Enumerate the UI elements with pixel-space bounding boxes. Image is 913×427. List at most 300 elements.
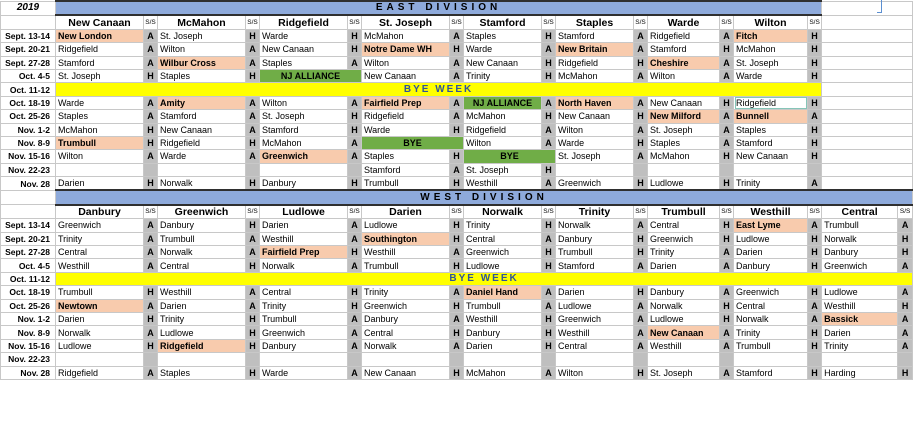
home-away-cell[interactable]: H bbox=[348, 299, 362, 312]
east-team-header[interactable]: Warde bbox=[648, 15, 720, 29]
opponent-cell[interactable]: Trumbull bbox=[362, 259, 450, 272]
home-away-cell[interactable]: A bbox=[720, 286, 734, 299]
home-away-cell[interactable]: H bbox=[542, 339, 556, 352]
west-team-header[interactable]: Ludlowe bbox=[260, 205, 348, 219]
opponent-cell[interactable]: Westhill bbox=[158, 286, 246, 299]
opponent-cell[interactable]: New Canaan bbox=[260, 43, 348, 56]
date-cell[interactable]: Nov. 22-23 bbox=[1, 353, 56, 366]
home-away-cell[interactable]: H bbox=[634, 177, 648, 191]
opponent-cell[interactable]: Greenwich bbox=[556, 312, 634, 325]
opponent-cell[interactable]: New Canaan bbox=[648, 96, 720, 109]
opponent-cell[interactable]: Trumbull bbox=[158, 232, 246, 245]
home-away-cell[interactable]: A bbox=[144, 299, 158, 312]
opponent-cell[interactable]: Stamford bbox=[648, 43, 720, 56]
opponent-cell[interactable]: Central bbox=[556, 339, 634, 352]
opponent-cell[interactable]: Darien bbox=[822, 326, 898, 339]
home-away-cell[interactable]: H bbox=[450, 326, 464, 339]
opponent-cell[interactable]: Warde bbox=[362, 123, 450, 136]
home-away-cell[interactable]: A bbox=[634, 69, 648, 82]
home-away-cell[interactable]: A bbox=[542, 136, 556, 149]
opponent-cell[interactable]: Cheshire bbox=[648, 56, 720, 69]
home-away-cell[interactable]: H bbox=[808, 29, 822, 42]
empty-cell[interactable] bbox=[822, 69, 913, 82]
opponent-cell[interactable]: Darien bbox=[158, 299, 246, 312]
ss-header[interactable]: S/S bbox=[634, 205, 648, 219]
home-away-cell[interactable]: H bbox=[144, 286, 158, 299]
ss-header[interactable]: S/S bbox=[542, 205, 556, 219]
opponent-cell[interactable]: Trinity bbox=[464, 69, 542, 82]
home-away-cell[interactable]: H bbox=[808, 123, 822, 136]
opponent-cell[interactable]: Stamford bbox=[260, 123, 348, 136]
opponent-cell[interactable]: Ridgefield bbox=[56, 366, 144, 379]
opponent-cell[interactable]: Warde bbox=[464, 43, 542, 56]
opponent-cell[interactable]: Westhill bbox=[260, 232, 348, 245]
home-away-cell[interactable]: A bbox=[348, 56, 362, 69]
opponent-cell[interactable]: New London bbox=[56, 29, 144, 42]
home-away-cell[interactable]: A bbox=[898, 312, 913, 325]
home-away-cell[interactable]: A bbox=[246, 110, 260, 123]
opponent-cell[interactable] bbox=[260, 353, 348, 366]
opponent-cell[interactable]: Trinity bbox=[158, 312, 246, 325]
opponent-cell[interactable]: St. Joseph bbox=[556, 150, 634, 163]
opponent-cell[interactable] bbox=[362, 353, 450, 366]
opponent-cell[interactable]: Fairfield Prep bbox=[260, 246, 348, 259]
date-cell[interactable]: Oct. 4-5 bbox=[1, 69, 56, 82]
opponent-cell[interactable]: Trumbull bbox=[56, 136, 144, 149]
opponent-cell[interactable] bbox=[556, 163, 634, 176]
home-away-cell[interactable]: H bbox=[720, 43, 734, 56]
home-away-cell[interactable]: A bbox=[348, 96, 362, 109]
home-away-cell[interactable]: A bbox=[542, 286, 556, 299]
home-away-cell[interactable]: A bbox=[634, 123, 648, 136]
home-away-cell[interactable]: H bbox=[144, 136, 158, 149]
home-away-cell[interactable]: H bbox=[246, 136, 260, 149]
date-cell[interactable]: Oct. 18-19 bbox=[1, 96, 56, 109]
ss-header[interactable]: S/S bbox=[144, 205, 158, 219]
home-away-cell[interactable]: H bbox=[542, 312, 556, 325]
opponent-cell[interactable]: Trinity bbox=[648, 246, 720, 259]
home-away-cell[interactable]: A bbox=[450, 312, 464, 325]
home-away-cell[interactable]: A bbox=[450, 339, 464, 352]
year-cell[interactable]: 2019 bbox=[1, 1, 56, 15]
home-away-cell[interactable]: A bbox=[898, 339, 913, 352]
west-division-title[interactable]: WEST DIVISION bbox=[56, 190, 913, 204]
opponent-cell[interactable]: Warde bbox=[56, 96, 144, 109]
opponent-cell[interactable]: Warde bbox=[260, 29, 348, 42]
opponent-cell[interactable]: Trinity bbox=[734, 326, 808, 339]
opponent-cell[interactable]: Ridgefield bbox=[648, 29, 720, 42]
opponent-cell[interactable]: Warde bbox=[556, 136, 634, 149]
opponent-cell[interactable]: St. Joseph bbox=[158, 29, 246, 42]
home-away-cell[interactable]: H bbox=[450, 43, 464, 56]
opponent-cell[interactable]: New Britain bbox=[556, 43, 634, 56]
opponent-cell[interactable]: Stamford bbox=[158, 110, 246, 123]
home-away-cell[interactable]: A bbox=[720, 326, 734, 339]
opponent-cell[interactable]: Danbury bbox=[734, 259, 808, 272]
home-away-cell[interactable]: A bbox=[450, 56, 464, 69]
home-away-cell[interactable]: H bbox=[634, 232, 648, 245]
home-away-cell[interactable]: H bbox=[144, 177, 158, 191]
home-away-cell[interactable]: A bbox=[720, 29, 734, 42]
empty-cell[interactable] bbox=[822, 56, 913, 69]
opponent-cell[interactable]: McMahon bbox=[260, 136, 348, 149]
ss-header[interactable]: S/S bbox=[634, 15, 648, 29]
east-team-header[interactable]: New Canaan bbox=[56, 15, 144, 29]
ss-header[interactable]: S/S bbox=[348, 205, 362, 219]
opponent-cell[interactable]: New Canaan bbox=[556, 110, 634, 123]
east-division-title[interactable]: EAST DIVISION bbox=[56, 1, 822, 15]
home-away-cell[interactable]: A bbox=[634, 299, 648, 312]
home-away-cell[interactable]: A bbox=[348, 312, 362, 325]
opponent-cell[interactable]: St. Joseph bbox=[260, 110, 348, 123]
home-away-cell[interactable]: A bbox=[144, 246, 158, 259]
home-away-cell[interactable]: H bbox=[720, 312, 734, 325]
opponent-cell[interactable]: Greenwich bbox=[822, 259, 898, 272]
home-away-cell[interactable]: A bbox=[542, 366, 556, 379]
home-away-cell[interactable]: A bbox=[634, 339, 648, 352]
home-away-cell[interactable]: H bbox=[808, 366, 822, 379]
home-away-cell[interactable]: H bbox=[542, 163, 556, 176]
opponent-cell[interactable]: Trinity bbox=[260, 299, 348, 312]
opponent-cell[interactable]: Bassick bbox=[822, 312, 898, 325]
opponent-cell[interactable]: Ludlowe bbox=[648, 177, 720, 191]
opponent-cell[interactable]: Ludlowe bbox=[556, 299, 634, 312]
home-away-cell[interactable]: A bbox=[246, 150, 260, 163]
opponent-cell[interactable]: Darien bbox=[648, 259, 720, 272]
opponent-cell[interactable] bbox=[734, 163, 808, 176]
home-away-cell[interactable]: A bbox=[634, 259, 648, 272]
bye-week-banner[interactable]: BYE WEEK bbox=[56, 83, 822, 96]
ss-header[interactable]: S/S bbox=[808, 15, 822, 29]
opponent-cell[interactable]: New Canaan bbox=[464, 56, 542, 69]
opponent-cell[interactable]: Norwalk bbox=[158, 246, 246, 259]
home-away-cell[interactable]: H bbox=[450, 219, 464, 232]
home-away-cell[interactable]: H bbox=[720, 96, 734, 109]
opponent-cell[interactable]: Trinity bbox=[362, 286, 450, 299]
ss-header[interactable]: S/S bbox=[808, 205, 822, 219]
west-team-header[interactable]: Central bbox=[822, 205, 898, 219]
opponent-cell[interactable]: Ludlowe bbox=[362, 219, 450, 232]
opponent-cell[interactable]: Staples bbox=[648, 136, 720, 149]
home-away-cell[interactable]: H bbox=[348, 110, 362, 123]
home-away-cell[interactable]: H bbox=[898, 232, 913, 245]
west-team-header[interactable]: Norwalk bbox=[464, 205, 542, 219]
date-cell[interactable]: Oct. 25-26 bbox=[1, 299, 56, 312]
opponent-cell[interactable]: Greenwich bbox=[464, 246, 542, 259]
home-away-cell[interactable] bbox=[144, 353, 158, 366]
opponent-cell[interactable]: Trumbull bbox=[464, 299, 542, 312]
home-away-cell[interactable]: H bbox=[246, 366, 260, 379]
home-away-cell[interactable]: H bbox=[898, 246, 913, 259]
opponent-cell[interactable]: Stamford bbox=[362, 163, 450, 176]
empty-cell[interactable] bbox=[822, 1, 913, 15]
opponent-cell[interactable]: Ludlowe bbox=[56, 339, 144, 352]
opponent-cell[interactable] bbox=[734, 353, 808, 366]
west-team-header[interactable]: Greenwich bbox=[158, 205, 246, 219]
opponent-cell[interactable]: Danbury bbox=[260, 339, 348, 352]
empty-cell[interactable] bbox=[822, 83, 913, 96]
opponent-cell[interactable]: Southington bbox=[362, 232, 450, 245]
home-away-cell[interactable]: A bbox=[720, 136, 734, 149]
opponent-cell[interactable]: Greenwich bbox=[260, 150, 348, 163]
home-away-cell[interactable]: H bbox=[450, 259, 464, 272]
opponent-cell[interactable]: Trumbull bbox=[362, 177, 450, 191]
home-away-cell[interactable]: H bbox=[808, 286, 822, 299]
date-cell[interactable]: Sept. 20-21 bbox=[1, 232, 56, 245]
opponent-cell[interactable]: North Haven bbox=[556, 96, 634, 109]
opponent-cell[interactable]: New Canaan bbox=[362, 69, 450, 82]
home-away-cell[interactable]: H bbox=[634, 56, 648, 69]
empty-cell[interactable] bbox=[822, 96, 913, 109]
opponent-cell[interactable]: McMahon bbox=[464, 110, 542, 123]
home-away-cell[interactable]: A bbox=[542, 123, 556, 136]
date-cell[interactable]: Nov. 1-2 bbox=[1, 123, 56, 136]
home-away-cell[interactable]: H bbox=[144, 339, 158, 352]
date-cell[interactable]: Nov. 1-2 bbox=[1, 312, 56, 325]
date-cell[interactable]: Oct. 4-5 bbox=[1, 259, 56, 272]
home-away-cell[interactable]: A bbox=[144, 29, 158, 42]
opponent-cell[interactable] bbox=[158, 353, 246, 366]
home-away-cell[interactable]: H bbox=[542, 246, 556, 259]
opponent-cell[interactable]: Ridgefield bbox=[56, 43, 144, 56]
opponent-cell[interactable]: Darien bbox=[556, 286, 634, 299]
home-away-cell[interactable]: H bbox=[808, 259, 822, 272]
date-cell[interactable]: Oct. 25-26 bbox=[1, 110, 56, 123]
home-away-cell[interactable]: H bbox=[808, 136, 822, 149]
west-team-header[interactable]: Trumbull bbox=[648, 205, 720, 219]
home-away-cell[interactable]: H bbox=[246, 69, 260, 82]
ss-header[interactable]: S/S bbox=[720, 15, 734, 29]
opponent-cell[interactable]: Ridgefield bbox=[556, 56, 634, 69]
home-away-cell[interactable]: H bbox=[634, 246, 648, 259]
home-away-cell[interactable]: A bbox=[450, 29, 464, 42]
opponent-cell[interactable]: New Canaan bbox=[362, 366, 450, 379]
home-away-cell[interactable]: H bbox=[144, 312, 158, 325]
opponent-cell[interactable]: Staples bbox=[158, 366, 246, 379]
home-away-cell[interactable]: H bbox=[808, 43, 822, 56]
home-away-cell[interactable]: H bbox=[808, 339, 822, 352]
home-away-cell[interactable]: H bbox=[634, 110, 648, 123]
opponent-cell[interactable]: Darien bbox=[56, 312, 144, 325]
empty-cell[interactable] bbox=[822, 110, 913, 123]
opponent-cell[interactable] bbox=[822, 353, 898, 366]
opponent-cell[interactable]: Norwalk bbox=[362, 339, 450, 352]
date-cell[interactable]: Sept. 27-28 bbox=[1, 56, 56, 69]
opponent-cell[interactable]: St. Joseph bbox=[734, 56, 808, 69]
date-cell[interactable]: Oct. 18-19 bbox=[1, 286, 56, 299]
home-away-cell[interactable]: A bbox=[348, 136, 362, 149]
empty-cell[interactable] bbox=[822, 29, 913, 42]
home-away-cell[interactable]: H bbox=[348, 43, 362, 56]
date-cell[interactable]: Nov. 28 bbox=[1, 177, 56, 191]
home-away-cell[interactable]: H bbox=[348, 177, 362, 191]
home-away-cell[interactable] bbox=[634, 353, 648, 366]
opponent-cell[interactable]: Darien bbox=[464, 339, 542, 352]
home-away-cell[interactable]: A bbox=[634, 43, 648, 56]
ss-header[interactable]: S/S bbox=[450, 15, 464, 29]
opponent-cell[interactable]: McMahon bbox=[648, 150, 720, 163]
home-away-cell[interactable]: H bbox=[348, 123, 362, 136]
date-cell[interactable]: Sept. 20-21 bbox=[1, 43, 56, 56]
home-away-cell[interactable]: H bbox=[634, 286, 648, 299]
home-away-cell[interactable]: A bbox=[450, 110, 464, 123]
home-away-cell[interactable] bbox=[246, 163, 260, 176]
opponent-cell[interactable]: Wilton bbox=[158, 43, 246, 56]
home-away-cell[interactable]: A bbox=[634, 29, 648, 42]
opponent-cell[interactable]: Warde bbox=[734, 69, 808, 82]
home-away-cell[interactable]: A bbox=[808, 110, 822, 123]
opponent-cell[interactable]: Ludlowe bbox=[158, 326, 246, 339]
date-cell[interactable]: Nov. 15-16 bbox=[1, 150, 56, 163]
home-away-cell[interactable] bbox=[348, 163, 362, 176]
home-away-cell[interactable]: A bbox=[898, 286, 913, 299]
home-away-cell[interactable]: A bbox=[144, 366, 158, 379]
opponent-cell[interactable]: Ludlowe bbox=[734, 232, 808, 245]
home-away-cell[interactable]: H bbox=[634, 366, 648, 379]
east-team-header[interactable]: Wilton bbox=[734, 15, 808, 29]
home-away-cell[interactable]: A bbox=[348, 339, 362, 352]
home-away-cell[interactable]: H bbox=[808, 69, 822, 82]
bye-week-banner[interactable]: BYE WEEK bbox=[56, 272, 913, 285]
home-away-cell[interactable]: A bbox=[450, 246, 464, 259]
home-away-cell[interactable]: H bbox=[898, 366, 913, 379]
home-away-cell[interactable]: A bbox=[144, 110, 158, 123]
home-away-cell[interactable] bbox=[808, 353, 822, 366]
west-team-header[interactable]: Trinity bbox=[556, 205, 634, 219]
opponent-cell[interactable]: Norwalk bbox=[734, 312, 808, 325]
opponent-cell[interactable]: Central bbox=[260, 286, 348, 299]
opponent-cell[interactable]: Danbury bbox=[260, 177, 348, 191]
home-away-cell[interactable]: A bbox=[542, 43, 556, 56]
opponent-cell[interactable]: Trinity bbox=[734, 177, 808, 191]
home-away-cell[interactable]: A bbox=[144, 259, 158, 272]
home-away-cell[interactable]: H bbox=[246, 259, 260, 272]
opponent-cell[interactable]: Staples bbox=[260, 56, 348, 69]
home-away-cell[interactable]: A bbox=[720, 56, 734, 69]
home-away-cell[interactable]: A bbox=[348, 259, 362, 272]
opponent-cell[interactable]: Stamford bbox=[56, 56, 144, 69]
home-away-cell[interactable]: A bbox=[348, 366, 362, 379]
empty-cell[interactable] bbox=[822, 15, 913, 29]
opponent-cell[interactable] bbox=[648, 163, 720, 176]
date-cell[interactable]: Sept. 13-14 bbox=[1, 219, 56, 232]
opponent-cell[interactable]: Norwalk bbox=[260, 259, 348, 272]
west-team-header[interactable]: Westhill bbox=[734, 205, 808, 219]
opponent-cell[interactable]: Warde bbox=[260, 366, 348, 379]
opponent-cell[interactable]: Greenwich bbox=[734, 286, 808, 299]
home-away-cell[interactable]: H bbox=[542, 326, 556, 339]
date-cell[interactable]: Nov. 8-9 bbox=[1, 136, 56, 149]
opponent-cell[interactable]: Central bbox=[464, 232, 542, 245]
empty-cell[interactable] bbox=[822, 43, 913, 56]
opponent-cell[interactable]: Darien bbox=[260, 219, 348, 232]
home-away-cell[interactable]: A bbox=[634, 312, 648, 325]
opponent-cell[interactable]: Wilton bbox=[362, 56, 450, 69]
home-away-cell[interactable]: A bbox=[720, 69, 734, 82]
opponent-cell[interactable]: Trumbull bbox=[56, 286, 144, 299]
opponent-cell[interactable]: Wilton bbox=[556, 123, 634, 136]
home-away-cell[interactable]: H bbox=[246, 177, 260, 191]
opponent-cell[interactable]: Norwalk bbox=[56, 326, 144, 339]
opponent-cell[interactable]: Wilton bbox=[556, 366, 634, 379]
empty-cell[interactable] bbox=[1, 205, 56, 219]
opponent-cell[interactable]: East Lyme bbox=[734, 219, 808, 232]
home-away-cell[interactable]: A bbox=[542, 299, 556, 312]
home-away-cell[interactable]: A bbox=[246, 286, 260, 299]
opponent-cell[interactable] bbox=[260, 163, 348, 176]
home-away-cell[interactable] bbox=[450, 353, 464, 366]
opponent-cell[interactable]: Trinity bbox=[56, 232, 144, 245]
date-cell[interactable]: Oct. 11-12 bbox=[1, 272, 56, 285]
opponent-cell[interactable]: Greenwich bbox=[648, 232, 720, 245]
home-away-cell[interactable] bbox=[542, 353, 556, 366]
opponent-cell[interactable]: Harding bbox=[822, 366, 898, 379]
home-away-cell[interactable] bbox=[720, 353, 734, 366]
home-away-cell[interactable]: A bbox=[246, 123, 260, 136]
opponent-cell[interactable]: Amity bbox=[158, 96, 246, 109]
opponent-cell[interactable]: Ridgefield bbox=[362, 110, 450, 123]
opponent-cell[interactable]: Central bbox=[648, 219, 720, 232]
opponent-cell[interactable]: Daniel Hand bbox=[464, 286, 542, 299]
home-away-cell[interactable]: H bbox=[348, 29, 362, 42]
date-cell[interactable]: Nov. 28 bbox=[1, 366, 56, 379]
opponent-cell[interactable]: Newtown bbox=[56, 299, 144, 312]
home-away-cell[interactable]: H bbox=[450, 123, 464, 136]
home-away-cell[interactable]: A bbox=[634, 326, 648, 339]
home-away-cell[interactable]: A bbox=[144, 219, 158, 232]
home-away-cell[interactable] bbox=[348, 353, 362, 366]
home-away-cell[interactable]: A bbox=[720, 366, 734, 379]
home-away-cell[interactable]: A bbox=[720, 123, 734, 136]
home-away-cell[interactable]: H bbox=[720, 232, 734, 245]
home-away-cell[interactable]: H bbox=[246, 219, 260, 232]
opponent-cell[interactable]: New Canaan bbox=[734, 150, 808, 163]
home-away-cell[interactable]: A bbox=[450, 286, 464, 299]
opponent-cell[interactable]: Wilton bbox=[56, 150, 144, 163]
home-away-cell[interactable]: A bbox=[634, 219, 648, 232]
opponent-cell[interactable]: Ludlowe bbox=[822, 286, 898, 299]
east-team-header[interactable]: Stamford bbox=[464, 15, 542, 29]
home-away-cell[interactable]: H bbox=[348, 246, 362, 259]
east-team-header[interactable]: Ridgefield bbox=[260, 15, 348, 29]
opponent-cell[interactable]: New Canaan bbox=[158, 123, 246, 136]
opponent-cell[interactable]: Danbury bbox=[556, 232, 634, 245]
opponent-cell[interactable]: St. Joseph bbox=[464, 163, 542, 176]
home-away-cell[interactable]: H bbox=[898, 299, 913, 312]
home-away-cell[interactable]: H bbox=[808, 96, 822, 109]
opponent-cell[interactable]: Central bbox=[158, 259, 246, 272]
opponent-cell[interactable]: McMahon bbox=[464, 366, 542, 379]
west-team-header[interactable]: Darien bbox=[362, 205, 450, 219]
home-away-cell[interactable] bbox=[634, 163, 648, 176]
opponent-cell[interactable]: Ridgefield bbox=[158, 339, 246, 352]
opponent-cell[interactable]: Westhill bbox=[56, 259, 144, 272]
date-cell[interactable]: Sept. 13-14 bbox=[1, 29, 56, 42]
opponent-cell[interactable]: McMahon bbox=[734, 43, 808, 56]
opponent-cell[interactable]: Westhill bbox=[822, 299, 898, 312]
ss-header[interactable]: S/S bbox=[246, 205, 260, 219]
home-away-cell[interactable]: A bbox=[808, 177, 822, 191]
opponent-cell[interactable]: Ridgefield bbox=[158, 136, 246, 149]
home-away-cell[interactable]: A bbox=[634, 96, 648, 109]
opponent-cell[interactable]: Westhill bbox=[556, 326, 634, 339]
home-away-cell[interactable]: A bbox=[144, 96, 158, 109]
opponent-cell[interactable]: Westhill bbox=[648, 339, 720, 352]
opponent-cell[interactable]: McMahon bbox=[56, 123, 144, 136]
opponent-cell[interactable]: Greenwich bbox=[362, 299, 450, 312]
home-away-cell[interactable]: A bbox=[348, 219, 362, 232]
opponent-cell[interactable]: Norwalk bbox=[822, 232, 898, 245]
